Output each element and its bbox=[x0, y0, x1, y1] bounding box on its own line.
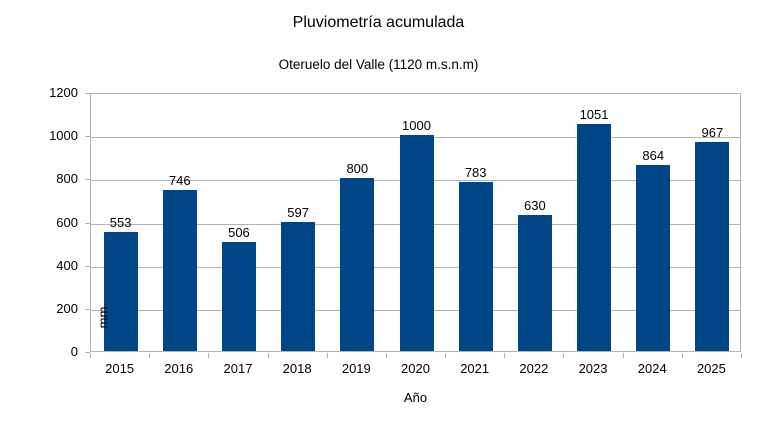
x-tick-label: 2020 bbox=[401, 361, 430, 376]
y-axis-title: mm bbox=[95, 306, 111, 329]
bar-value-label: 1051 bbox=[579, 107, 609, 123]
bar-2016 bbox=[163, 190, 197, 351]
bar-2023 bbox=[577, 124, 611, 351]
x-tick-label: 2022 bbox=[519, 361, 549, 376]
bar-value-label: 1000 bbox=[402, 118, 431, 134]
y-tick-label: 600 bbox=[56, 214, 78, 230]
y-tick-label: 800 bbox=[56, 171, 78, 187]
chart-title: Pluviometría acumulada bbox=[292, 14, 465, 31]
y-tick-label: 1200 bbox=[49, 85, 78, 100]
bar-2018 bbox=[281, 222, 315, 351]
y-tick-label: 0 bbox=[70, 344, 78, 359]
y-tick-mark bbox=[85, 223, 90, 224]
x-tick-mark bbox=[563, 353, 564, 358]
y-tick-mark bbox=[85, 179, 90, 180]
y-tick-mark bbox=[85, 93, 90, 94]
x-tick-label: 2023 bbox=[578, 361, 608, 376]
x-tick-mark bbox=[268, 353, 269, 358]
y-tick-mark bbox=[85, 136, 90, 137]
x-tick-label: 2018 bbox=[282, 361, 312, 376]
x-tick-label: 2024 bbox=[637, 361, 667, 376]
bar-2025 bbox=[695, 142, 729, 351]
bar-value-label: 864 bbox=[642, 147, 665, 163]
x-tick-mark bbox=[327, 353, 328, 358]
x-tick-mark bbox=[445, 353, 446, 358]
bar-2020 bbox=[400, 135, 434, 351]
x-tick-mark bbox=[90, 353, 91, 358]
y-tick-mark bbox=[85, 266, 90, 267]
x-tick-mark bbox=[682, 353, 683, 358]
x-tick-mark bbox=[741, 353, 742, 358]
bar-2019 bbox=[340, 178, 374, 351]
y-tick-label: 200 bbox=[56, 300, 78, 316]
bar-2022 bbox=[518, 215, 552, 351]
x-tick-label: 2015 bbox=[105, 361, 135, 376]
x-tick-label: 2017 bbox=[223, 361, 253, 376]
x-tick-mark bbox=[623, 353, 624, 358]
bar-value-label: 746 bbox=[168, 172, 191, 188]
bar-value-label: 506 bbox=[228, 224, 250, 240]
bar-value-label: 783 bbox=[464, 165, 487, 180]
bar-value-label: 597 bbox=[287, 205, 309, 221]
x-tick-mark bbox=[386, 353, 387, 358]
bar-2024 bbox=[636, 165, 670, 351]
x-tick-label: 2021 bbox=[460, 361, 490, 376]
bar-2017 bbox=[222, 242, 256, 351]
bar-value-label: 553 bbox=[109, 214, 132, 230]
bar-2021 bbox=[459, 182, 493, 351]
x-tick-label: 2016 bbox=[164, 361, 194, 376]
x-tick-label: 2025 bbox=[696, 361, 726, 376]
y-tick-label: 1000 bbox=[49, 128, 78, 144]
bar-value-label: 630 bbox=[524, 198, 546, 214]
y-tick-label: 400 bbox=[56, 257, 78, 273]
x-tick-mark bbox=[149, 353, 150, 358]
x-tick-mark bbox=[208, 353, 209, 358]
x-axis-title: Año bbox=[403, 390, 428, 405]
plot-area bbox=[90, 93, 741, 352]
bar-value-label: 967 bbox=[701, 125, 724, 141]
bar-value-label: 800 bbox=[346, 161, 369, 177]
y-tick-mark bbox=[85, 309, 90, 310]
chart-subtitle: Oteruelo del Valle (1120 m.s.n.m) bbox=[278, 57, 479, 72]
x-tick-mark bbox=[504, 353, 505, 358]
x-tick-label: 2019 bbox=[341, 361, 371, 376]
